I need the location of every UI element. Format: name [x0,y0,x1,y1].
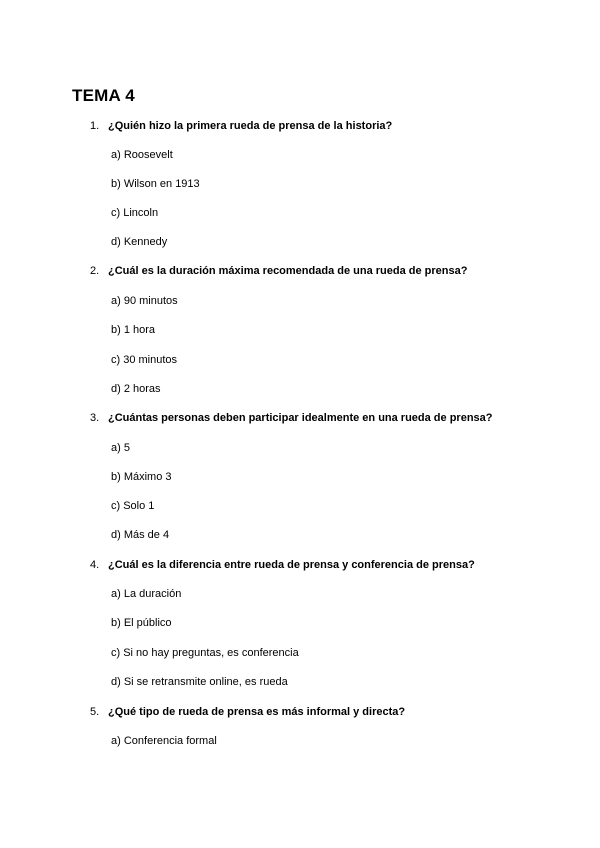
question-5-option-a: a) Conferencia formal [111,735,217,747]
question-text: ¿Quién hizo la primera rueda de prensa de la historia? [108,120,393,132]
question-4 [90,559,475,571]
question-2-option-d: d) 2 horas [111,383,161,395]
question-text: ¿Cuántas personas deben participar idealmente en una rueda de prensa? [108,412,493,424]
question-2-option-a: a) 90 minutos [111,295,178,307]
question-1-option-b: b) Wilson en 1913 [111,178,200,190]
question-number: 4. [90,559,100,571]
question-3 [90,412,493,424]
question-3-option-b: b) Máximo 3 [111,471,172,483]
question-2-option-c: c) 30 minutos [111,354,178,366]
question-2-option-b: b) 1 hora [111,324,156,336]
question-5 [90,706,405,718]
question-number: 5. [90,706,100,718]
question-4-option-a: a) La duración [111,588,182,600]
question-4-option-d: d) Si se retransmite online, es rueda [111,676,288,688]
question-4-option-c: c) Si no hay preguntas, es conferencia [111,647,299,659]
question-number: 1. [90,120,100,132]
question-3-option-c: c) Solo 1 [111,500,155,512]
question-2 [90,265,467,277]
question-text: ¿Cuál es la diferencia entre rueda de prensa y conferencia de prensa? [108,559,475,571]
question-1-option-c: c) Lincoln [111,207,159,219]
question-number: 3. [90,412,100,424]
question-text: ¿Qué tipo de rueda de prensa es más informal y directa? [108,706,406,718]
question-1-option-a: a) Roosevelt [111,149,173,161]
page-title: TEMA 4 [72,86,135,105]
question-1-option-d: d) Kennedy [111,236,168,248]
question-3-option-d: d) Más de 4 [111,529,170,541]
question-1 [90,120,392,132]
question-3-option-a: a) 5 [111,442,130,454]
question-number: 2. [90,265,100,277]
question-text: ¿Cuál es la duración máxima recomendada de una rueda de prensa? [108,265,468,277]
question-4-option-b: b) El público [111,617,172,629]
